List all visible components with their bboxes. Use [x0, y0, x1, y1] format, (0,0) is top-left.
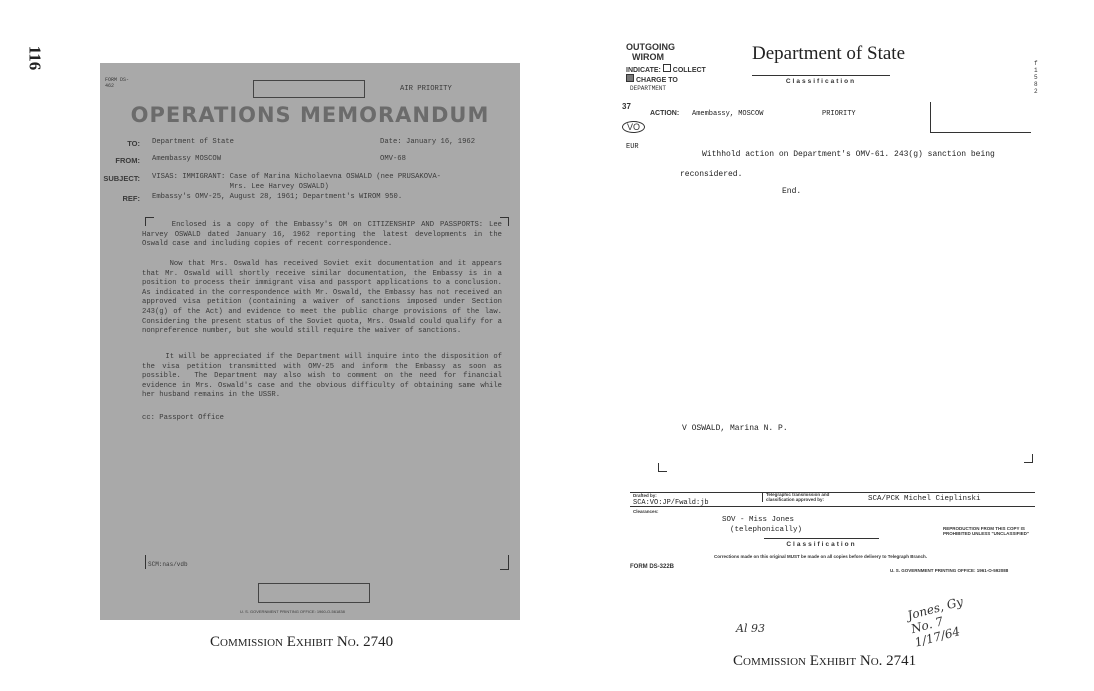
memo-paragraph: Enclosed is a copy of the Embassy's OM on CITIZENSHIP AND PASSPORTS: Lee Harvey OSWALD dated January 16, 1962 reporting the latest developments in the Oswald case and including copies of recent correspondence.: [142, 221, 507, 249]
clearance: SOV - Miss Jones: [722, 516, 795, 524]
routing-box: [930, 102, 1031, 133]
subject-value: VISAS: IMMIGRANT: Case of Marina Nicholaevna OSWALD (nee PRUSAKOVA- Mrs. Lee Harvey OSWALD): [152, 173, 441, 191]
vo-circle: VO: [622, 121, 645, 133]
charge-label: CHARGE TO: [635, 77, 678, 84]
memo-paragraph: Now that Mrs. Oswald has received Soviet exit documentation and it appears that Mr. Oswald will shortly receive similar documentation, the Embassy is in a position to process their immigrant visa and passport applications to a conclusion. As indicated in the correspondence with Mr. Oswald, the Embassy has not received an approved visa petition (containing a waiver of sanctions imposed under Section 243(g) of the Act) and evidence to meet the public charge provisions of the law. Considering the present status of the Soviet quota, Mrs. Oswald could qualify for a nonpreference number, but she would still require the waiver of sanctions.: [142, 260, 511, 336]
to-label: TO:: [127, 139, 140, 148]
memo-paragraph: It will be appreciated if the Department will inquire into the disposition of the visa petition transmitted with OMV-25 and inform the Embassy as soon as possible. The Department may also wish to comment on the need for financial evidence in Mrs. Oswald's case and the obvious difficulty of obtaining same while her husband remains in the USSR.: [142, 353, 507, 400]
message-text-2: reconsidered.: [680, 170, 743, 179]
gpo-footer: U. S. GOVERNMENT PRINTING OFFICE: 1961-O-592088: [890, 568, 1009, 573]
form-number: FORM DS-462: [105, 77, 130, 89]
clearances-label: Clearances:: [633, 509, 659, 514]
message-text: Withhold action on Department's OMV-61. 243(g) sanction being: [702, 150, 995, 159]
message-number: 37: [622, 102, 631, 111]
exhibit-caption-2740: Commission Exhibit No. 2740: [210, 634, 394, 650]
handwritten-annotation: Jones, Gy No. 7 1/17/64: [905, 594, 965, 650]
action-value: Amembassy, MOSCOW: [692, 110, 764, 118]
subject-label: SUBJECT:: [103, 174, 140, 183]
from-value: Amembassy MOSCOW: [152, 155, 222, 163]
date-value: January 16, 1962: [406, 138, 476, 146]
air-priority-stamp: AIR PRIORITY: [400, 85, 452, 93]
eur-label: EUR: [626, 143, 639, 151]
drafted-by-label: Drafted by:: [633, 493, 657, 498]
corner-mark: [500, 555, 509, 570]
reference-number: OMV-68: [380, 155, 406, 163]
subject-line: V OSWALD, Marina N. P.: [682, 424, 788, 433]
approved-by: SCA/PCK Michel Cieplinski: [868, 495, 981, 503]
to-value: Department of State: [152, 138, 234, 146]
side-code: f 1 5 8 2: [1034, 60, 1038, 95]
indicate-label: INDICATE:: [626, 67, 661, 74]
department-label: DEPARTMENT: [630, 85, 667, 92]
page-number: 116: [25, 45, 45, 71]
drafted-by: SCA:VO:JP/Fwald:jb: [633, 499, 709, 507]
classification-box: [253, 80, 365, 98]
memo-title: OPERATIONS MEMORANDUM: [130, 103, 490, 127]
indicate-line: [626, 64, 706, 74]
priority: PRIORITY: [822, 110, 856, 118]
outgoing-telegram: [610, 30, 1094, 650]
clearance-2: (telephonically): [730, 526, 803, 534]
classification-box: [258, 583, 370, 603]
header-wirom: WIROM: [632, 52, 664, 62]
approved-label: Telegraphic transmission and classification approved by:: [762, 492, 846, 502]
handwritten-annotation-2: Al 93: [736, 622, 765, 635]
ref-label: REF:: [122, 194, 140, 203]
form-number: FORM DS-322B: [630, 564, 675, 570]
corner-mark: [658, 463, 667, 472]
gpo-footer: U. S. GOVERNMENT PRINTING OFFICE: 1960-O-561838: [240, 609, 345, 614]
action-label: ACTION:: [650, 110, 680, 117]
corrections-notice: Corrections made on this original MUST be made on all copies before delivery to Telegraph Branch.: [714, 554, 927, 559]
collect-label: COLLECT: [672, 67, 706, 74]
charge-checkbox: [626, 74, 634, 82]
header-outgoing: OUTGOING: [626, 42, 675, 52]
charge-line: [626, 74, 678, 84]
agency-name: Department of State: [752, 43, 906, 64]
classification-label: Classification: [752, 75, 890, 85]
ref-value: Embassy's OMV-25, August 28, 1961; Department's WIROM 950.: [152, 193, 403, 201]
reproduction-notice: REPRODUCTION FROM THIS COPY IS PROHIBITED UNLESS "UNCLASSIFIED": [943, 526, 1030, 536]
cc-line: cc: Passport Office: [142, 414, 224, 422]
from-label: FROM:: [115, 156, 140, 165]
corner-mark: [1024, 454, 1033, 463]
collect-checkbox: [663, 64, 671, 72]
operations-memorandum: [100, 63, 520, 620]
initials: SCM:nas/vdb: [145, 555, 188, 569]
classification-footer: Classification: [764, 538, 879, 548]
date-label: Date:: [380, 138, 402, 146]
message-end: End.: [782, 187, 802, 196]
exhibit-caption-2741: Commission Exhibit No. 2741: [733, 653, 917, 669]
divider: [630, 506, 1035, 507]
